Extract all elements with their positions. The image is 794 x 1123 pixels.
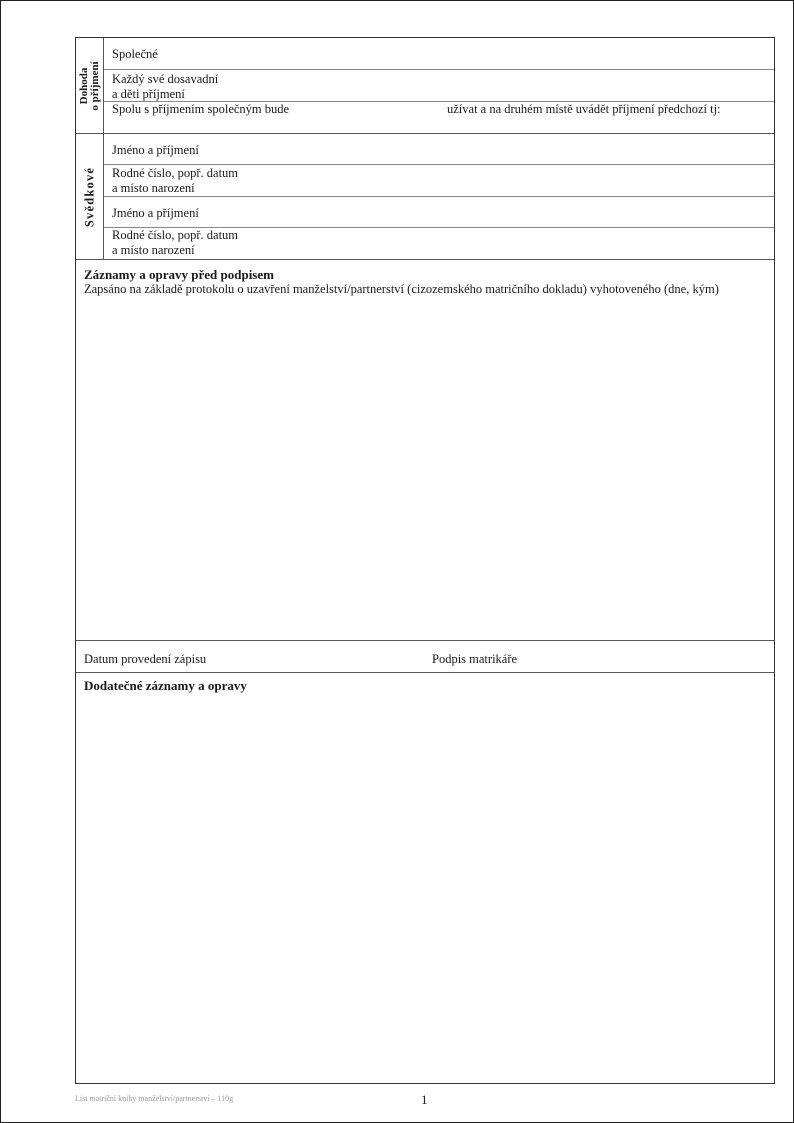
pre-signature-notes-text: Zapsáno na základě protokolu o uzavření manželství/partnerství (cizozemského matričního dokladu) vyhotoveného (dne, kým) (84, 282, 719, 296)
surname-agreement-side (76, 38, 104, 133)
surname-agreement-label-line2: o příjmení (88, 60, 101, 111)
witnesses-side (76, 134, 104, 259)
registry-form (75, 37, 775, 1084)
witness2-birth-label (112, 228, 238, 258)
pre-signature-notes-title: Záznamy a opravy před podpisem (84, 267, 274, 282)
witnesses-rows (104, 134, 774, 259)
date-signature-bar (76, 641, 774, 673)
entry-date-label[interactable]: Datum provedení zápisu (84, 652, 207, 666)
combined-surname-detail: užívat a na druhém místě uvádět příjmení předchozí tj: (447, 102, 721, 116)
witness1-birth-label-line2: a místo narození (112, 181, 195, 195)
pre-signature-notes-section[interactable] (76, 260, 774, 641)
combined-surname-row[interactable] (104, 102, 774, 133)
witness2-name-label: Jméno a příjmení (112, 206, 199, 220)
witnesses-section (76, 134, 774, 260)
own-surname-label-line2: a děti příjmení (112, 87, 185, 101)
additional-notes-title: Dodatečné záznamy a opravy (84, 678, 247, 693)
witness2-birth-row[interactable] (104, 228, 774, 259)
witness2-birth-label-line1: Rodné číslo, popř. datum (112, 228, 239, 242)
witness2-name-row[interactable] (104, 197, 774, 228)
page-number: 1 (421, 1092, 428, 1107)
own-surname-label (112, 72, 218, 102)
witness1-birth-row[interactable] (104, 165, 774, 197)
surname-agreement-label (79, 61, 101, 110)
surname-agreement-rows (104, 38, 774, 133)
combined-surname-label: Spolu s příjmením společným bude (112, 102, 290, 116)
witness1-birth-label-line1: Rodné číslo, popř. datum (112, 166, 239, 180)
surname-agreement-section (76, 38, 774, 134)
own-surname-row[interactable] (104, 70, 774, 102)
surname-agreement-label-line1: Dohoda (77, 67, 90, 104)
common-surname-row[interactable] (104, 38, 774, 70)
witnesses-label: Svědkové (82, 166, 96, 227)
registrar-signature-label[interactable]: Podpis matrikáře (432, 652, 518, 666)
witness1-birth-label (112, 166, 238, 196)
footer-form-id: List matriční knihy manželství/partnerství – 110g (75, 1094, 234, 1103)
common-surname-label: Společné (112, 47, 158, 61)
own-surname-label-line1: Každý své dosavadní (112, 72, 219, 86)
witness1-name-row[interactable] (104, 134, 774, 165)
witness1-name-label: Jméno a příjmení (112, 143, 199, 157)
witness2-birth-label-line2: a místo narození (112, 243, 195, 257)
